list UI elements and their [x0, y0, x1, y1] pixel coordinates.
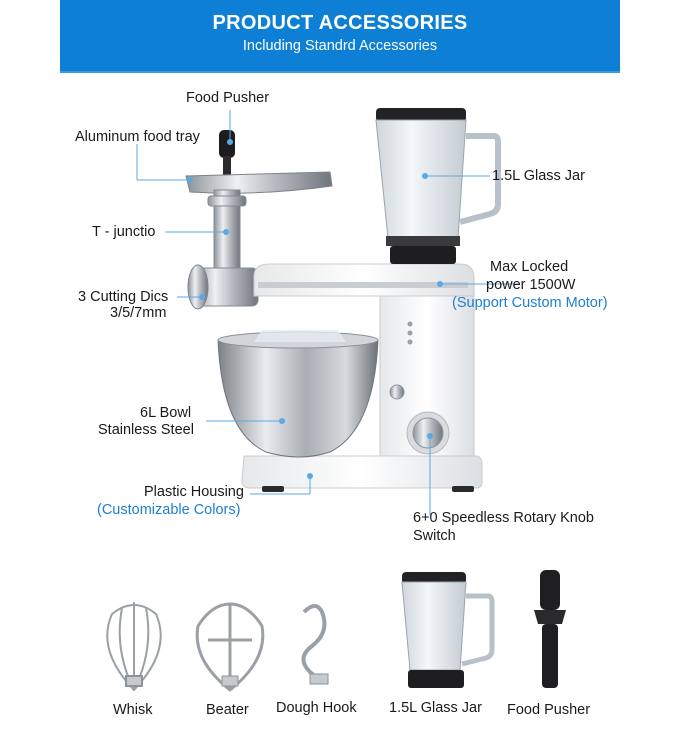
cutting-disc [188, 265, 208, 309]
page-title: PRODUCT ACCESSORIES [212, 12, 468, 34]
caption-food-pusher: Food Pusher [507, 702, 591, 718]
label-t-junction: T - junctio [92, 224, 156, 240]
glass-jar-image [402, 572, 492, 688]
whisk-image [107, 602, 160, 690]
label-cutting-discs-size: 3/5/7mm [110, 305, 167, 321]
caption-beater: Beater [206, 702, 249, 718]
label-knob-switch: Switch [413, 528, 456, 544]
label-power-line3: (Support Custom Motor) [452, 295, 608, 311]
label-glass-jar: 1.5L Glass Jar [492, 168, 585, 184]
blender-jar [376, 108, 498, 264]
caption-dough-hook: Dough Hook [276, 700, 357, 716]
plastic-housing [242, 456, 482, 488]
label-power-line1: Max Locked [490, 259, 569, 275]
label-housing: Plastic Housing [144, 484, 244, 500]
label-cutting-discs: 3 Cutting Dics [78, 289, 169, 305]
label-knob: 6+0 Speedless Rotary Knob [413, 510, 594, 526]
label-housing-colors: (Customizable Colors) [97, 502, 241, 518]
label-power-line2: power 1500W [486, 277, 576, 293]
stainless-bowl [218, 340, 378, 457]
caption-glass-jar: 1.5L Glass Jar [389, 700, 482, 716]
mixer-head [254, 264, 474, 296]
rotary-knob [413, 418, 443, 448]
label-bowl-material: Stainless Steel [98, 422, 194, 438]
food-pusher-image [534, 570, 566, 688]
food-tray [186, 172, 332, 193]
caption-whisk: Whisk [113, 702, 153, 718]
label-food-pusher: Food Pusher [186, 90, 270, 106]
dough-hook-image [303, 606, 328, 684]
beater-image [197, 604, 263, 690]
label-food-tray: Aluminum food tray [75, 129, 200, 145]
food-pusher-handle [219, 130, 235, 158]
page-subtitle: Including Standrd Accessories [242, 38, 438, 54]
label-bowl: 6L Bowl [140, 405, 192, 421]
